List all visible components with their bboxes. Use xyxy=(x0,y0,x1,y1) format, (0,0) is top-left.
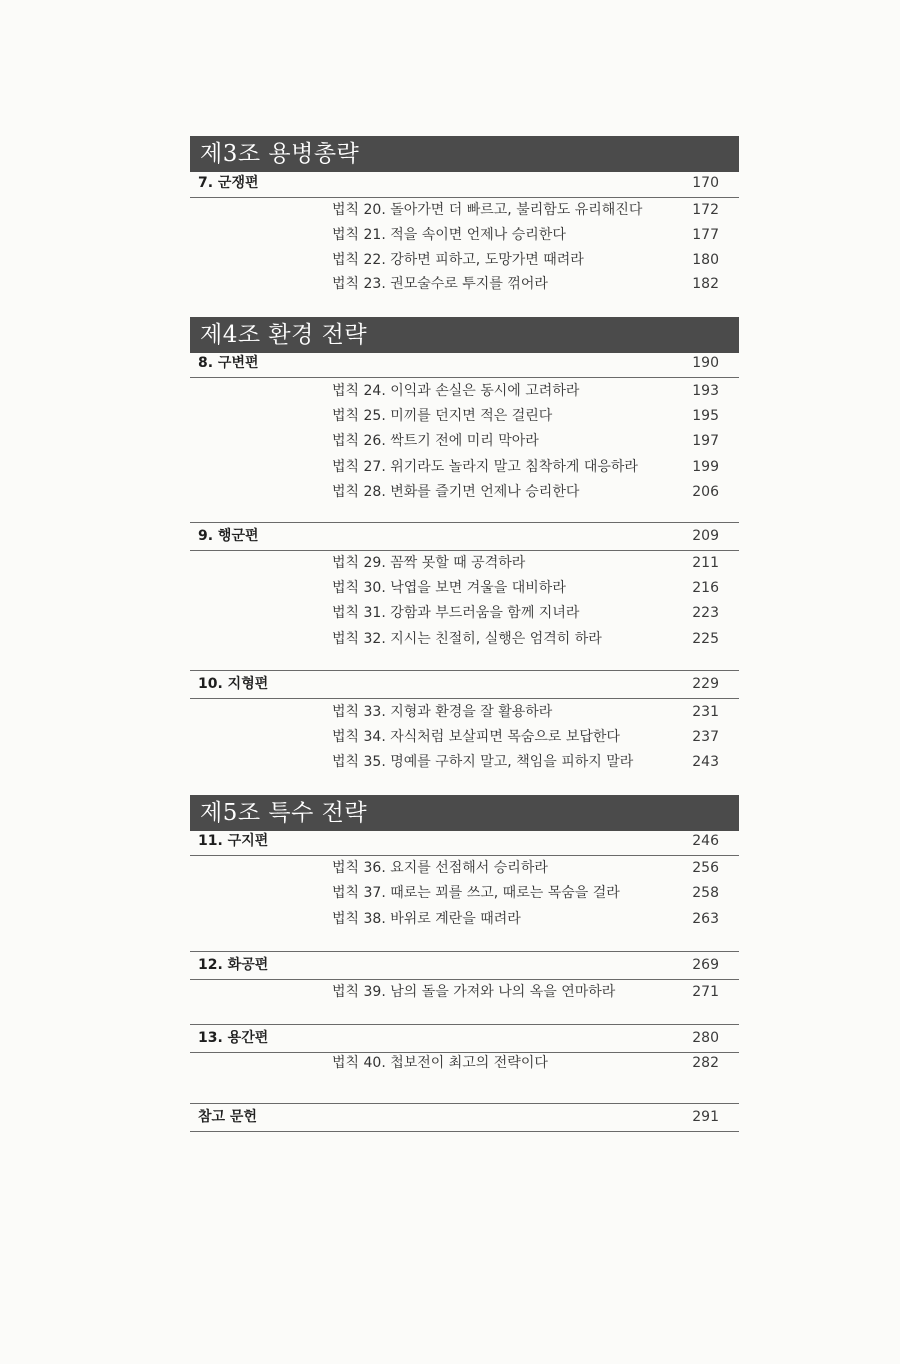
chapter-title: 10. 지형편 xyxy=(198,676,269,692)
law-page: 195 xyxy=(692,408,719,424)
law-title: 법칙 26. 싹트기 전에 미리 막아라 xyxy=(332,433,539,449)
law-row xyxy=(332,856,719,881)
law-page: 282 xyxy=(692,1055,719,1071)
law-title: 법칙 24. 이익과 손실은 동시에 고려하라 xyxy=(332,383,580,399)
law-title: 법칙 33. 지형과 환경을 잘 활용하라 xyxy=(332,704,553,720)
law-title: 법칙 30. 낙엽을 보면 겨울을 대비하라 xyxy=(332,580,566,596)
law-title: 법칙 27. 위기라도 놀라지 말고 침착하게 대응하라 xyxy=(332,459,638,475)
chapter-page: 246 xyxy=(692,833,719,849)
chapter-page: 229 xyxy=(692,676,719,692)
law-page: 206 xyxy=(692,484,719,500)
chapter-row xyxy=(190,350,739,378)
law-row xyxy=(332,429,719,454)
chapter-title: 13. 용간편 xyxy=(198,1030,269,1046)
law-page: 180 xyxy=(692,252,719,268)
chapter-page: 280 xyxy=(692,1030,719,1046)
chapter-page: 269 xyxy=(692,957,719,973)
law-page: 177 xyxy=(692,227,719,243)
law-row xyxy=(332,551,719,576)
law-title: 법칙 31. 강함과 부드러움을 함께 지녀라 xyxy=(332,605,580,621)
law-title: 법칙 39. 남의 돌을 가져와 나의 옥을 연마하라 xyxy=(332,984,616,1000)
chapter-page: 291 xyxy=(692,1109,719,1125)
law-page: 237 xyxy=(692,729,719,745)
chapter-row xyxy=(190,828,739,856)
law-title: 법칙 29. 꼼짝 못할 때 공격하라 xyxy=(332,555,526,571)
law-page: 199 xyxy=(692,459,719,475)
law-title: 법칙 25. 미끼를 던지면 적은 걸린다 xyxy=(332,408,553,424)
law-row xyxy=(332,379,719,404)
chapter-row xyxy=(190,951,739,980)
chapter-title: 7. 군쟁편 xyxy=(198,175,259,191)
law-title: 법칙 37. 때로는 꾀를 쓰고, 때로는 목숨을 걸라 xyxy=(332,885,620,901)
law-page: 243 xyxy=(692,754,719,770)
law-page: 225 xyxy=(692,631,719,647)
law-row xyxy=(332,881,719,906)
law-page: 182 xyxy=(692,276,719,292)
law-row xyxy=(332,980,719,1005)
law-page: 216 xyxy=(692,580,719,596)
law-row xyxy=(332,601,719,626)
chapter-row xyxy=(190,1024,739,1053)
law-row xyxy=(332,404,719,429)
law-title: 법칙 28. 변화를 즐기면 언제나 승리한다 xyxy=(332,484,580,500)
law-page: 193 xyxy=(692,383,719,399)
chapter-page: 209 xyxy=(692,528,719,544)
chapter-page: 190 xyxy=(692,355,719,371)
law-title: 법칙 40. 첩보전이 최고의 전략이다 xyxy=(332,1055,548,1071)
chapter-row xyxy=(190,1103,739,1132)
law-page: 258 xyxy=(692,885,719,901)
law-title: 법칙 20. 돌아가면 더 빠르고, 불리함도 유리해진다 xyxy=(332,202,643,218)
law-title: 법칙 21. 적을 속이면 언제나 승리한다 xyxy=(332,227,566,243)
law-row xyxy=(332,627,719,652)
part-heading: 제5조 특수 전략 xyxy=(190,795,739,831)
law-page: 197 xyxy=(692,433,719,449)
law-row xyxy=(332,1051,719,1076)
law-row xyxy=(332,480,719,505)
law-row xyxy=(332,272,719,297)
law-page: 172 xyxy=(692,202,719,218)
chapter-title: 9. 행군편 xyxy=(198,528,259,544)
law-row xyxy=(332,455,719,480)
chapter-title: 참고 문헌 xyxy=(198,1109,257,1125)
law-row xyxy=(332,700,719,725)
chapter-title: 12. 화공편 xyxy=(198,957,269,973)
law-title: 법칙 35. 명예를 구하지 말고, 책임을 피하지 말라 xyxy=(332,754,634,770)
law-page: 263 xyxy=(692,911,719,927)
part-heading: 제4조 환경 전략 xyxy=(190,317,739,353)
law-row xyxy=(332,725,719,750)
chapter-page: 170 xyxy=(692,175,719,191)
law-row xyxy=(332,750,719,775)
law-row xyxy=(332,248,719,273)
law-page: 223 xyxy=(692,605,719,621)
law-title: 법칙 22. 강하면 피하고, 도망가면 때려라 xyxy=(332,252,584,268)
law-row xyxy=(332,576,719,601)
part-heading: 제3조 용병총략 xyxy=(190,136,739,172)
law-title: 법칙 32. 지시는 친절히, 실행은 엄격히 하라 xyxy=(332,631,602,647)
law-page: 271 xyxy=(692,984,719,1000)
law-row xyxy=(332,223,719,248)
law-row xyxy=(332,198,719,223)
law-title: 법칙 36. 요지를 선점해서 승리하라 xyxy=(332,860,548,876)
chapter-title: 11. 구지편 xyxy=(198,833,269,849)
law-title: 법칙 23. 권모술수로 투지를 꺾어라 xyxy=(332,276,548,292)
chapter-row xyxy=(190,670,739,699)
law-page: 211 xyxy=(692,555,719,571)
law-page: 256 xyxy=(692,860,719,876)
law-row xyxy=(332,907,719,932)
law-page: 231 xyxy=(692,704,719,720)
law-title: 법칙 34. 자식처럼 보살피면 목숨으로 보답한다 xyxy=(332,729,620,745)
chapter-row xyxy=(190,522,739,551)
chapter-row xyxy=(190,170,739,198)
chapter-title: 8. 구변편 xyxy=(198,355,259,371)
law-title: 법칙 38. 바위로 계란을 때려라 xyxy=(332,911,521,927)
